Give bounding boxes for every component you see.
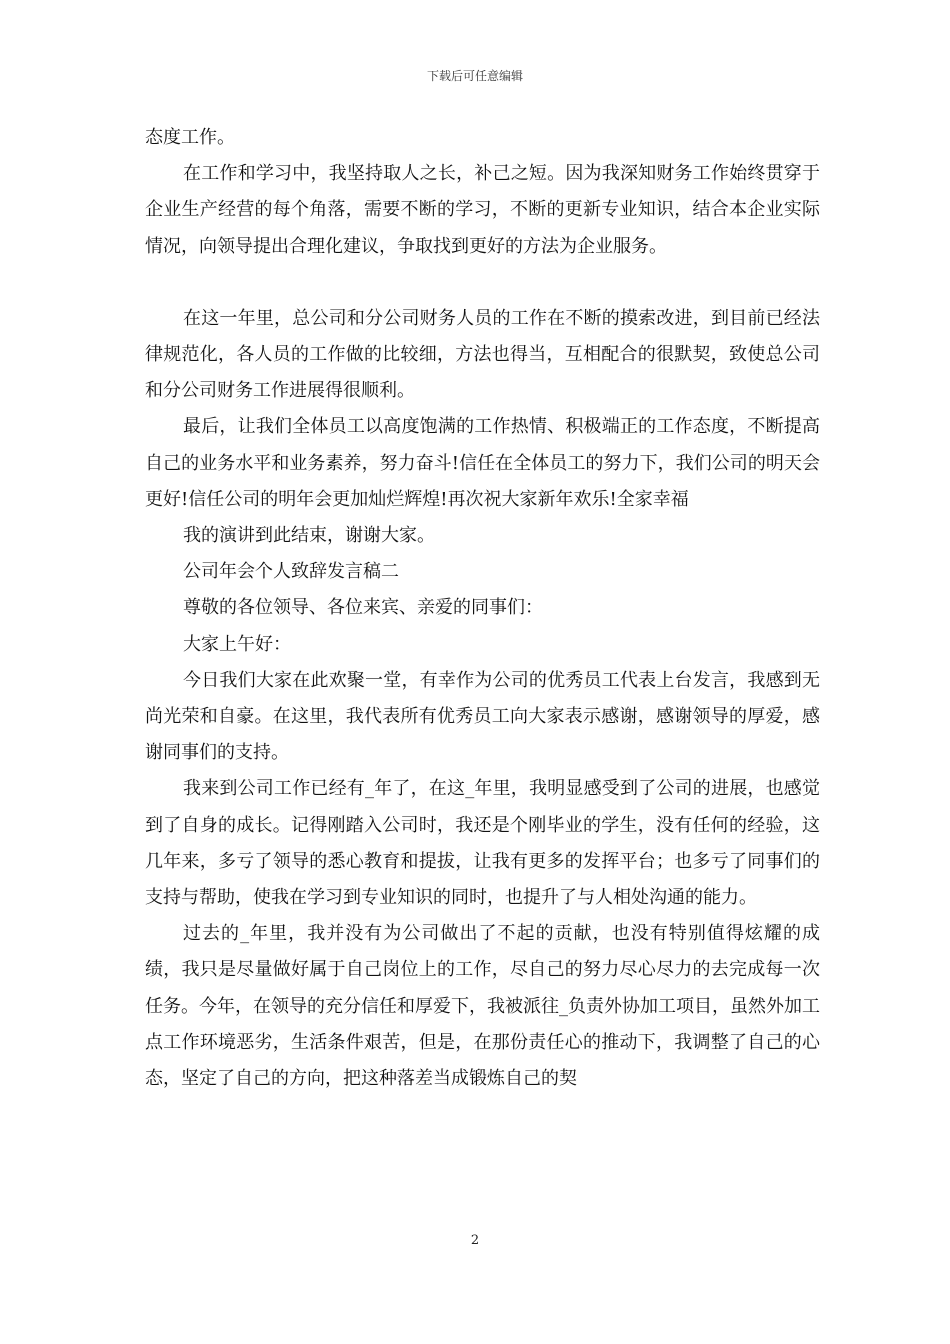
section-title: 公司年会个人致辞发言稿二	[183, 561, 399, 583]
paragraph-5: 我的演讲到此结束，谢谢大家。	[183, 525, 435, 547]
paragraph-spacer	[145, 265, 820, 301]
paragraph-4: 最后，让我们全体员工以高度饱满的工作热情、积极端正的工作态度，不断提高自己的业务水平和业务素养，努力奋斗!信任在全体员工的努力下，我们公司的明天会更好!信任公司的明年会更加灿烂辉煌!再次祝大家新年欢乐!全家幸福	[145, 416, 820, 510]
paragraph-9: 今日我们大家在此欢聚一堂，有幸作为公司的优秀员工代表上台发言，我感到无尚光荣和自豪。在这里，我代表所有优秀员工向大家表示感谢，感谢领导的厚爱，感谢同事们的支持。	[145, 669, 820, 764]
page-header: 下载后可任意编辑	[426, 69, 523, 83]
salutation: 尊敬的各位领导、各位来宾、亲爱的同事们：	[183, 597, 543, 619]
greeting: 大家上午好：	[183, 633, 291, 655]
paragraph-10: 我来到公司工作已经有_年了，在这_年里，我明显感受到了公司的进展，也感觉到了自身的成长。记得刚踏入公司时，我还是个刚毕业的学生，没有任何的经验，这几年来，多亏了领导的悉心教育和提拔，让我有更多的发挥平台；也多亏了同事们的支持与帮助，使我在学习到专业知识的同时，也提升了与人相处沟通的能力。	[145, 778, 820, 909]
paragraph-11: 过去的_年里，我并没有为公司做出了不起的贡献，也没有特别值得炫耀的成绩，我只是尽量做好属于自己岗位上的工作，尽自己的努力尽心尽力的去完成每一次任务。今年，在领导的充分信任和厚爱下，我被派往_负责外协加工项目，虽然外加工点工作环境恶劣，生活条件艰苦，但是，在那份责任心的推动下，我调整了自己的心态，坚定了自己的方向，把这种落差当成锻炼自己的契	[145, 923, 820, 1090]
page-number: 2	[470, 1233, 480, 1248]
paragraph-2: 在工作和学习中，我坚持取人之长，补己之短。因为我深知财务工作始终贯穿于企业生产经营的每个角落，需要不断的学习，不断的更新专业知识，结合本企业实际情况，向领导提出合理化建议，争取找到更好的方法为企业服务。	[145, 163, 820, 257]
paragraph-3: 在这一年里，总公司和分公司财务人员的工作在不断的摸索改进，到目前已经法律规范化，各人员的工作做的比较细，方法也得当，互相配合的很默契，致使总公司和分公司财务工作进展得很顺利。	[145, 307, 820, 402]
paragraph-1: 态度工作。	[145, 127, 235, 148]
document-body	[145, 120, 820, 1097]
